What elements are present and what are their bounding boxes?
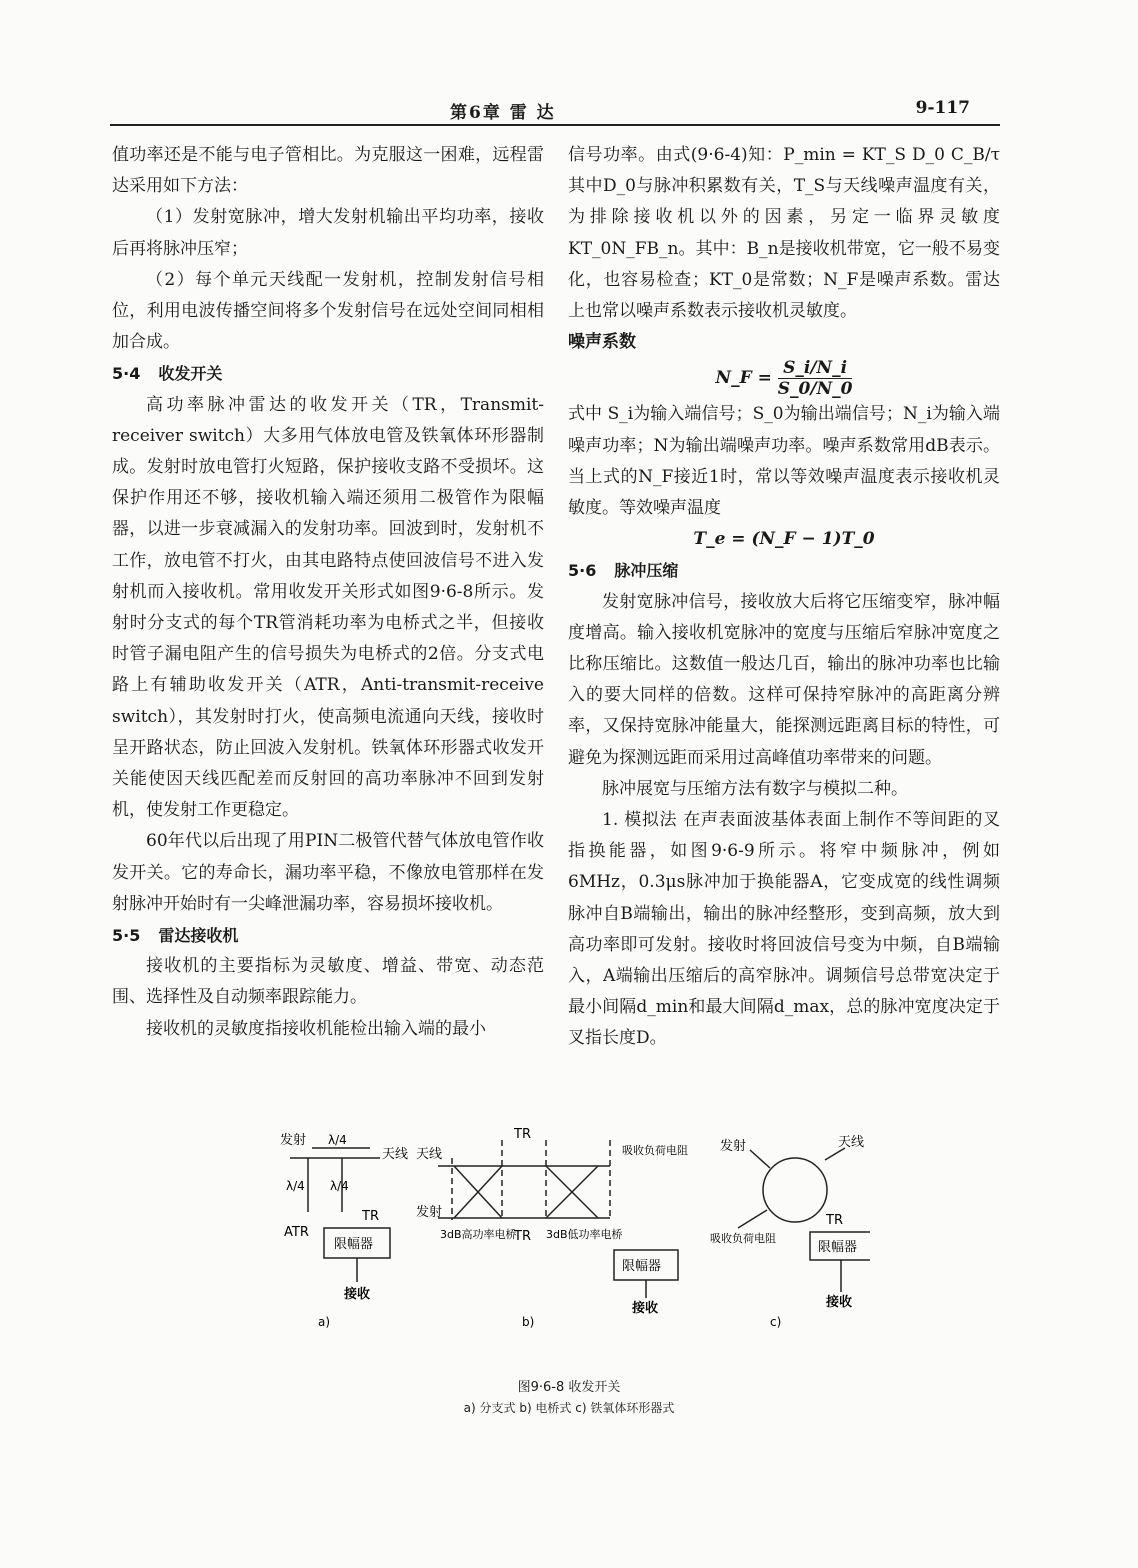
paragraph: 值功率还是不能与电子管相比。为克服这一困难，远程雷达采用如下方法： xyxy=(112,145,544,197)
label: 接收 xyxy=(344,1287,371,1302)
fraction-denominator: S_0/N_0 xyxy=(777,379,853,400)
paragraph: 1. 模拟法 在声表面波基体表面上制作不等间距的叉指换能器，如图9·6-9所示。将窄中频脉冲，例如6MHz，0.3μs脉冲加于换能器A，它变成宽的线性调频脉冲自B端输出，输出的脉冲经整形，变到高频，放大到高功率即可发射。接收时将回波信号变为中频，自B端输入，A端输出压缩后的高窄脉冲。调频信号总带宽决定于最小间隔d_min和最大间隔d_max，总的脉冲宽度决定于叉指长度D。 xyxy=(568,810,1000,1049)
sub-label: a) xyxy=(318,1315,331,1329)
label: 发射 xyxy=(280,1133,307,1148)
paragraph: 脉冲展宽与压缩方法有数字与模拟二种。 xyxy=(602,778,908,799)
label: TR xyxy=(362,1209,379,1224)
formula-fraction xyxy=(778,358,853,399)
left-column xyxy=(112,140,544,1045)
paragraph: 式中 S_i为输入端信号；S_0为输出端信号；N_i为输入端噪声功率；N为输出端噪声功率。噪声系数常用dB表示。当上式的N_F接近1时，常以等效噪声温度表示接收机灵敏度。等效噪声温度 xyxy=(568,404,1000,519)
figure-caption xyxy=(0,1378,1138,1418)
noise-figure-formula xyxy=(568,358,1000,399)
label: 吸收负荷电阻 xyxy=(710,1232,776,1245)
label: 3dB低功率电桥 xyxy=(546,1228,623,1241)
section-title: 雷达接收机 xyxy=(158,926,239,946)
figure-diagram xyxy=(270,1120,870,1340)
section-heading-5-4 xyxy=(112,358,544,389)
label: 天线 xyxy=(382,1147,409,1162)
paragraph: 信号功率。由式(9·6-4)知：P_min = KT_S D_0 C_B/τ 其中D_0与脉冲积累数有关，T_S与天线噪声温度有关，为排除接收机以外的因素，另定一临界灵敏度KT_0N_FB_n。其中：B_n是接收机带宽，它一般不易变化，也容易检查；KT_0是常数；N_F是噪声系数。雷达上也常以噪声系数表示接收机灵敏度。 xyxy=(568,145,1000,322)
limiter-label: 限幅器 xyxy=(818,1240,858,1255)
paragraph: （2）每个单元天线配一发射机，控制发射信号相位，利用电波传播空间将多个发射信号在远处空间同相相加合成。 xyxy=(112,269,544,353)
paragraph: 接收机的主要指标为灵敏度、增益、带宽、动态范围、选择性及自动频率跟踪能力。 xyxy=(112,956,544,1008)
page-header xyxy=(110,92,1000,126)
right-column xyxy=(568,140,1000,1055)
label: λ/4 xyxy=(286,1179,305,1193)
limiter-label: 限幅器 xyxy=(622,1259,662,1274)
fraction-numerator: S_i/N_i xyxy=(778,358,853,379)
label: ATR xyxy=(284,1225,309,1240)
sub-label: c) xyxy=(770,1315,782,1329)
label: TR xyxy=(514,1127,531,1142)
noise-figure-label: 噪声系数 xyxy=(568,332,636,353)
label: 天线 xyxy=(838,1135,865,1150)
sub-label: b) xyxy=(522,1315,535,1329)
section-number: 5·5 xyxy=(112,926,141,946)
section-title: 收发开关 xyxy=(158,364,223,384)
label: λ/4 xyxy=(328,1133,347,1147)
label: 3dB高功率电桥 xyxy=(440,1228,517,1241)
paragraph: 发射宽脉冲信号，接收放大后将它压缩变窄，脉冲幅度增高。输入接收机宽脉冲的宽度与压缩后窄脉冲宽度之比称压缩比。这数值一般达几百，输出的脉冲功率也比输入的要大同样的倍数。这样可保持窄脉冲的高距离分辨率，又保持宽脉冲能量大，能探测远距离目标的特性，可避免为探测远距而采用过高峰值功率带来的问题。 xyxy=(568,591,1000,768)
section-heading-5-5 xyxy=(112,920,544,951)
caption-title: 图9·6-8 收发开关 xyxy=(517,1380,621,1395)
paragraph: （1）发射宽脉冲，增大发射机输出平均功率，接收后再将脉冲压窄； xyxy=(112,207,544,259)
section-title: 脉冲压缩 xyxy=(614,561,679,581)
label: 发射 xyxy=(720,1139,747,1154)
label: 接收 xyxy=(632,1301,659,1316)
page-number: 9-117 xyxy=(915,98,970,118)
caption-subtitle: a) 分支式 b) 电桥式 c) 铁氧体环形器式 xyxy=(463,1401,675,1415)
label: TR xyxy=(826,1213,843,1228)
label: λ/4 xyxy=(330,1179,349,1193)
paragraph: 接收机的灵敏度指接收机能检出输入端的最小 xyxy=(146,1018,486,1039)
figure-tr-switch xyxy=(270,1120,870,1340)
section-heading-5-6 xyxy=(568,555,1000,586)
label: 天线 xyxy=(416,1147,443,1162)
formula-lhs: N_F = xyxy=(715,368,772,389)
paragraph: 高功率脉冲雷达的收发开关（TR，Transmit-receiver switch）大多用气体放电管及铁氧体环形器制成。发射时放电管打火短路，保护接收支路不受损坏。这保护作用还不够，接收机输入端还须用二极管作为限幅器，以进一步衰减漏入的发射功率。回波到时，发射机不工作，放电管不打火，由其电路特点使回波信号不进入发射机而入接收机。常用收发开关形式如图9·6-8所示。发射时分支式的每个TR管消耗功率为电桥式之半，但接收时管子漏电阻产生的信号损失为电桥式的2倍。分支式电路上有辅助收发开关（ATR，Anti-transmit-receive switch），其发射时打火，使高频电流通向天线，接收时呈开路状态，防止回波入发射机。铁氧体环形器式收发开关能使因天线匹配差而反射回的高功率脉冲不回到发射机，使发射工作更稳定。 xyxy=(112,394,544,821)
chapter-title: 第6章 雷 达 xyxy=(450,103,556,123)
section-number: 5·4 xyxy=(112,364,141,384)
paragraph: 60年代以后出现了用PIN二极管代替气体放电管作收发开关。它的寿命长，漏功率平稳，不像放电管那样在发射脉冲开始时有一尖峰泄漏功率，容易损坏接收机。 xyxy=(112,831,544,914)
label: 发射 xyxy=(416,1205,443,1220)
label: 接收 xyxy=(826,1295,853,1310)
label: 吸收负荷电阻 xyxy=(622,1144,688,1157)
noise-temperature-formula: T_e = (N_F − 1)T_0 xyxy=(693,529,875,550)
limiter-label: 限幅器 xyxy=(334,1237,374,1252)
label: TR xyxy=(514,1229,531,1244)
section-number: 5·6 xyxy=(568,561,597,581)
